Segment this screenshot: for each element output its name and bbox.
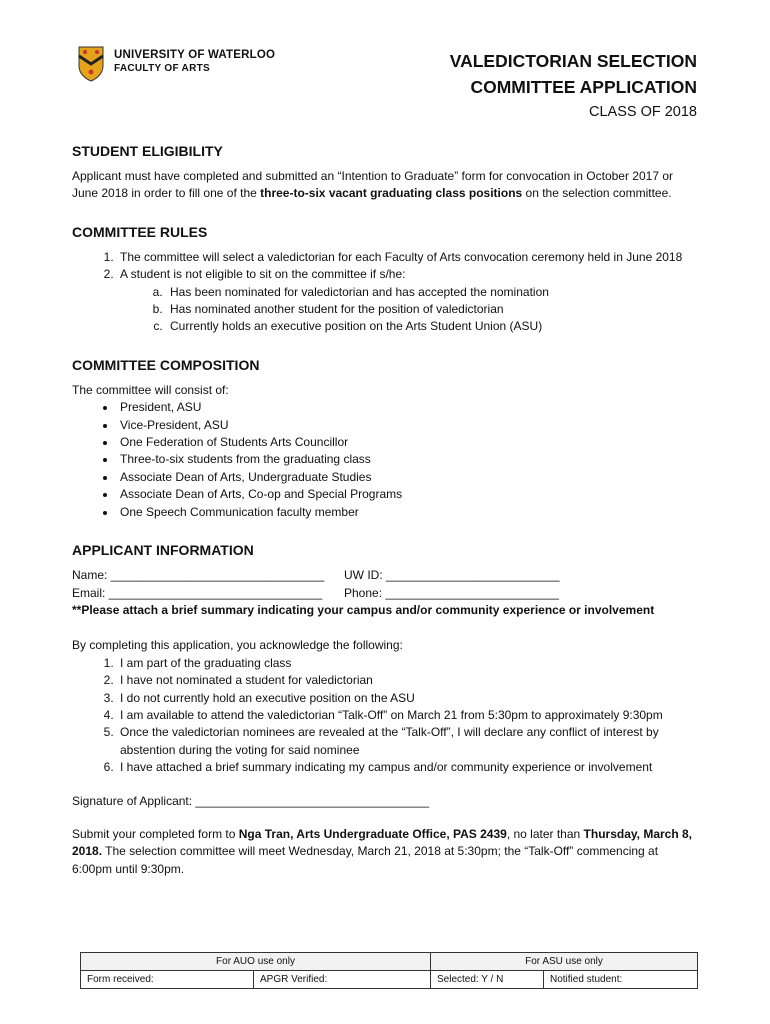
title-line-2: COMMITTEE APPLICATION bbox=[470, 77, 697, 97]
composition-section bbox=[72, 356, 700, 521]
email-field[interactable]: Email: ________________________________ bbox=[72, 585, 323, 600]
applicant-section bbox=[72, 541, 700, 810]
eligibility-section bbox=[72, 142, 700, 203]
office-table-header-row bbox=[81, 953, 698, 971]
document-title-block bbox=[450, 48, 697, 120]
signature-field[interactable]: Signature of Applicant: ___________________________________ bbox=[72, 793, 429, 808]
submit-text-part: The selection committee will meet Wednesday, March 21, 2018 at 5:30pm; the “Talk-Off” commencing at 6:00pm until 9:30pm. bbox=[72, 844, 659, 876]
acknowledgement-item: 1. I am part of the graduating class bbox=[117, 655, 700, 672]
member-item: • Vice-President, ASU bbox=[117, 417, 700, 434]
rules-heading: COMMITTEE RULES bbox=[72, 223, 208, 240]
rule-sublist bbox=[120, 284, 700, 336]
member-item: • Associate Dean of Arts, Co-op and Special Programs bbox=[117, 486, 700, 503]
eligibility-bold-positions: three-to-six vacant graduating class positions bbox=[260, 186, 523, 201]
shield-crest-icon bbox=[78, 46, 104, 82]
apgr-verified-cell[interactable]: APGR Verified: bbox=[254, 971, 431, 989]
composition-heading: COMMITTEE COMPOSITION bbox=[72, 356, 260, 373]
acknowledgement-item: 5. Once the valedictorian nominees are revealed at the “Talk-Off”, I will declare any conflict of interest by abstention during the voting for said nominee bbox=[117, 724, 700, 759]
asu-use-header: For ASU use only bbox=[431, 953, 698, 971]
rule-subitem: a. Has been nominated for valedictorian and has accepted the nomination bbox=[166, 284, 700, 301]
acknowledgement-item: 4. I am available to attend the valedictorian “Talk-Off” on March 21 from 5:30pm to approximately 9:30pm bbox=[117, 707, 700, 724]
rules-list bbox=[72, 249, 700, 336]
phone-field[interactable]: Phone: __________________________ bbox=[344, 585, 559, 600]
composition-list bbox=[72, 399, 700, 521]
member-item: • Three-to-six students from the graduating class bbox=[117, 451, 700, 468]
notified-student-cell[interactable]: Notified student: bbox=[544, 971, 698, 989]
university-logo bbox=[78, 46, 288, 86]
eligibility-text-part: on the selection committee. bbox=[522, 186, 672, 201]
attach-summary-note: **Please attach a brief summary indicating your campus and/or community experience or involvement bbox=[72, 602, 655, 617]
eligibility-text bbox=[72, 168, 700, 203]
submit-text-part: , no later than bbox=[506, 826, 584, 841]
composition-intro: The committee will consist of: bbox=[72, 382, 229, 397]
rule-item bbox=[117, 266, 700, 336]
field-row bbox=[72, 585, 700, 602]
member-item: • President, ASU bbox=[117, 399, 700, 416]
selected-cell[interactable]: Selected: Y / N bbox=[431, 971, 544, 989]
rule-subitem: c. Currently holds an executive position on the Arts Student Union (ASU) bbox=[166, 318, 700, 335]
rule-item-text: A student is not eligible to sit on the committee if s/he: bbox=[120, 267, 406, 282]
title-line-1: VALEDICTORIAN SELECTION bbox=[449, 51, 697, 71]
faculty-name: FACULTY OF ARTS bbox=[114, 63, 210, 74]
name-field[interactable]: Name: ________________________________ bbox=[72, 568, 325, 583]
acknowledge-intro: By completing this application, you acknowledge the following: bbox=[72, 638, 403, 653]
eligibility-heading: STUDENT ELIGIBILITY bbox=[72, 143, 223, 159]
class-of-label: CLASS OF 2018 bbox=[589, 104, 697, 120]
member-item: • Associate Dean of Arts, Undergraduate Studies bbox=[117, 469, 700, 486]
member-item: • One Speech Communication faculty member bbox=[117, 504, 700, 521]
member-item: • One Federation of Students Arts Councillor bbox=[117, 434, 700, 451]
eligibility-text-part: Applicant must have completed and submitted an “Intention to Graduate” form for convocation in October 2017 or June 2018 in order to fill one of the bbox=[72, 169, 674, 201]
uwid-field[interactable]: UW ID: __________________________ bbox=[344, 568, 560, 583]
rule-item: 1. The committee will select a valedictorian for each Faculty of Arts convocation ceremony held in June 2018 bbox=[117, 249, 700, 266]
applicant-heading: APPLICANT INFORMATION bbox=[72, 542, 254, 559]
form-received-cell[interactable]: Form received: bbox=[81, 971, 254, 989]
rule-subitem: b. Has nominated another student for the position of valedictorian bbox=[166, 301, 700, 318]
auo-use-header: For AUO use only bbox=[81, 953, 431, 971]
submit-instructions bbox=[72, 826, 700, 878]
field-row bbox=[72, 567, 700, 584]
acknowledgement-item: 6. I have attached a brief summary indicating my campus and/or community experience or involvement bbox=[117, 759, 700, 776]
university-name: UNIVERSITY OF WATERLOO bbox=[114, 49, 276, 61]
acknowledgement-item: 3. I do not currently hold an executive position on the ASU bbox=[117, 690, 700, 707]
acknowledgement-item: 2. I have not nominated a student for valedictorian bbox=[117, 672, 700, 689]
submit-contact: Nga Tran, Arts Undergraduate Office, PAS 2439 bbox=[238, 826, 507, 841]
submit-deadline: Thursday, March 8, 2018. bbox=[72, 826, 693, 859]
acknowledgement-list bbox=[72, 655, 700, 777]
office-use-table bbox=[80, 952, 698, 989]
submit-text-part: Submit your completed form to bbox=[72, 826, 239, 841]
document-body bbox=[72, 142, 700, 878]
office-table-row bbox=[81, 971, 698, 989]
rules-section bbox=[72, 223, 700, 336]
